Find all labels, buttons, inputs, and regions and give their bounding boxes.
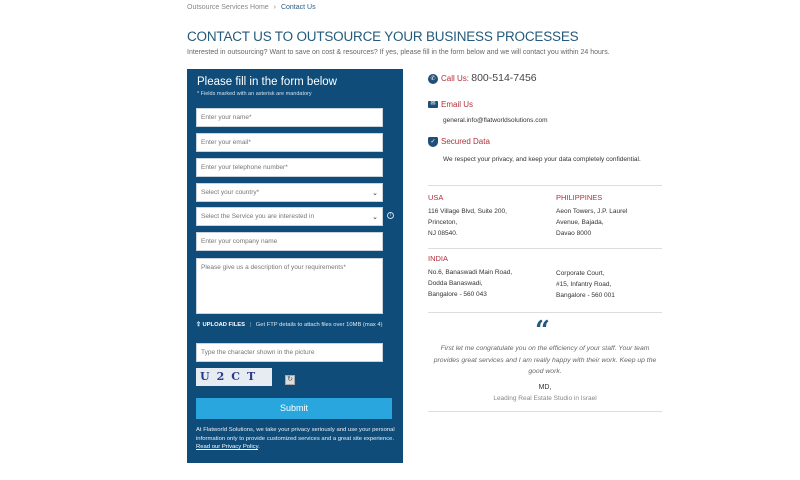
email-placeholder: Enter your email* (201, 139, 251, 146)
address-line: Corporate Court, (556, 270, 605, 277)
mandatory-note: * Fields marked with an asterisk are mandatory (197, 91, 312, 97)
company-placeholder: Enter your company name (201, 238, 278, 245)
secured-label: Secured Data (441, 137, 490, 147)
testimonial-author: MD, (538, 384, 552, 391)
divider (428, 312, 662, 313)
name-input[interactable] (196, 108, 383, 127)
divider (428, 248, 662, 249)
office-country: PHILIPPINES (556, 193, 603, 202)
privacy-note (196, 426, 396, 452)
submit-button[interactable]: Submit (196, 398, 392, 419)
address-line: Dodda Banaswadi, (428, 280, 483, 287)
shield-icon: ✓ (428, 137, 438, 147)
info-icon[interactable]: i (387, 212, 394, 219)
name-placeholder: Enter your name* (201, 114, 252, 121)
call-us (428, 72, 537, 84)
quote-icon: “ (535, 316, 550, 346)
breadcrumb (187, 4, 316, 11)
address-line: NJ 08540. (428, 230, 458, 237)
country-selected: Select your country* (201, 189, 260, 196)
breadcrumb-home-link[interactable]: Outsource Services Home (187, 4, 269, 11)
service-selected: Select the Service you are interested in (201, 213, 315, 220)
envelope-icon: ✉ (428, 101, 438, 108)
address-line: #15, Infantry Road, (556, 281, 612, 288)
address-line: Bangalore - 560 043 (428, 291, 487, 298)
divider (428, 411, 662, 412)
office-country: INDIA (428, 254, 449, 263)
captcha-image: U2CT (196, 368, 272, 386)
address-line: No.6, Banaswadi Main Road, (428, 269, 513, 276)
secured-text: We respect your privacy, and keep your data completely confidential. (443, 156, 641, 163)
form-heading: Please fill in the form below (197, 76, 337, 88)
privacy-policy-link[interactable]: Read our Privacy Policy (196, 444, 259, 451)
service-select[interactable] (196, 207, 383, 226)
address-line: Avenue, Bajada, (556, 219, 604, 226)
email-address[interactable]: general.info@flatworldsolutions.com (443, 117, 548, 124)
testimonial-company: Leading Real Estate Studio in Israel (493, 395, 597, 402)
chevron-down-icon: ⌄ (372, 213, 378, 221)
description-placeholder: Please give us a description of your requirements* (201, 264, 346, 271)
testimonial-quote: First let me congratulate you on the efficiency of your staff. Your team provides great services and I am really happy with their work. Keep up the good work. (433, 345, 657, 375)
captcha-placeholder: Type the character shown in the picture (201, 349, 315, 356)
contact-form (187, 69, 403, 463)
chevron-right-icon: › (273, 4, 276, 11)
breadcrumb-current: Contact Us (280, 4, 316, 11)
phone-number[interactable]: 800-514-7456 (471, 72, 537, 84)
upload-row: ⇪ UPLOAD FILES | Get FTP details to attach files over 10MB (max 4) (196, 322, 383, 328)
call-label: Call Us: (441, 74, 470, 83)
phone-placeholder: Enter your telephone number* (201, 164, 288, 171)
office-india-2 (556, 268, 615, 301)
email-us (428, 100, 473, 109)
captcha-input[interactable] (196, 343, 383, 362)
address-line: 116 Village Blvd, Suite 200, (428, 208, 507, 215)
refresh-captcha-icon[interactable]: ↻ (285, 375, 295, 385)
secured-data (428, 137, 490, 147)
description-textarea[interactable] (196, 258, 383, 314)
page-title: CONTACT US TO OUTSOURCE YOUR BUSINESS PROCESSES (187, 29, 579, 44)
email-label: Email Us (441, 100, 474, 109)
phone-input[interactable] (196, 158, 383, 177)
upload-icon: ⇪ (196, 322, 203, 328)
office-country: USA (428, 193, 444, 202)
office-philippines (556, 193, 627, 239)
address-line: Bangalore - 560 001 (556, 292, 615, 299)
upload-files-button[interactable] (196, 322, 245, 328)
address-line: Aeon Towers, J.P. Laurel (556, 208, 628, 215)
email-input[interactable] (196, 133, 383, 152)
intro-text: Interested in outsourcing? Want to save on cost & resources? If yes, please fill in the form below and we will contact you within 24 hours. (187, 49, 610, 56)
upload-note[interactable]: Get FTP details to attach files over 10MB (max 4) (255, 322, 383, 328)
privacy-text: At Flatworld Solutions, we take your privacy seriously and use your personal information only to provide customized services and a great site experience. (196, 427, 395, 442)
address-line: Davao 8000 (556, 230, 592, 237)
address-line: Princeton, (428, 219, 458, 226)
office-india-1 (428, 254, 512, 300)
country-select[interactable] (196, 183, 383, 202)
company-input[interactable] (196, 232, 383, 251)
privacy-end: . (258, 444, 260, 451)
phone-icon: ✆ (428, 74, 438, 84)
chevron-down-icon: ⌄ (372, 189, 378, 197)
office-usa (428, 193, 507, 239)
divider (428, 185, 662, 186)
upload-label: UPLOAD FILES (202, 322, 245, 328)
